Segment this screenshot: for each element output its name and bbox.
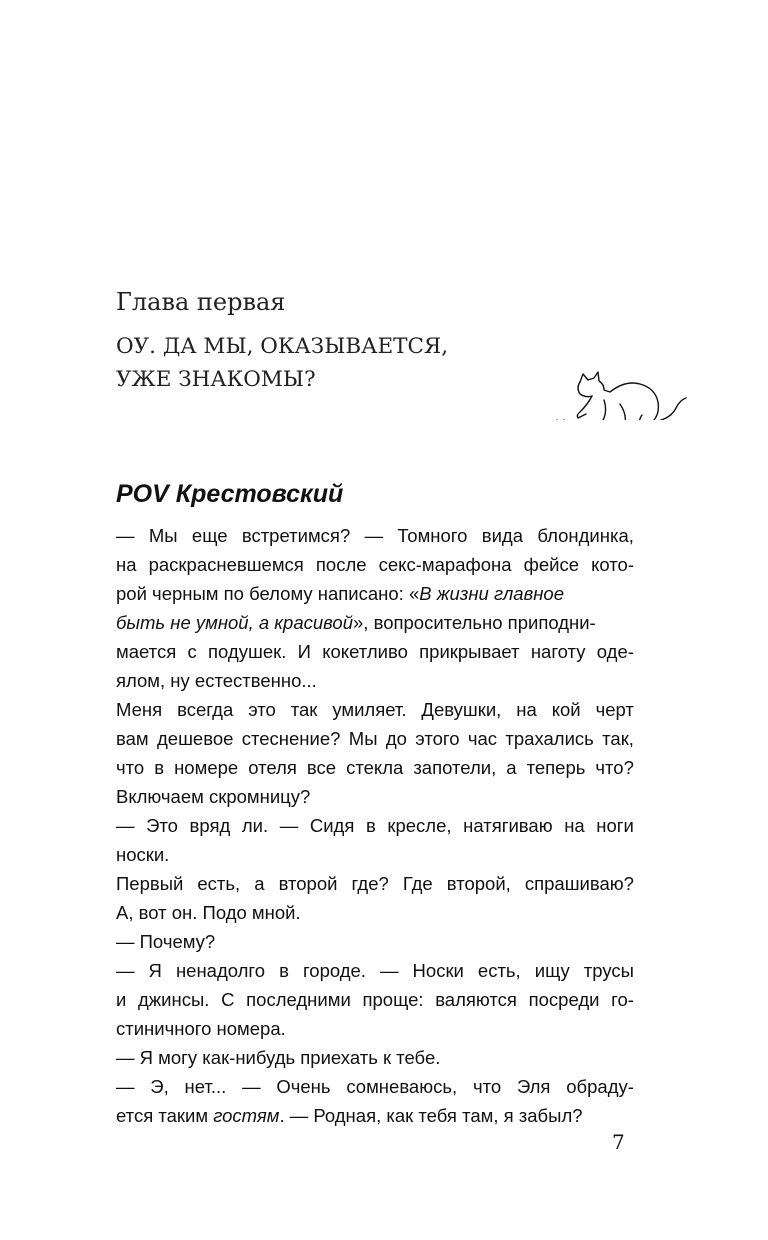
word: Это bbox=[146, 815, 178, 836]
word: прикрывает bbox=[419, 641, 520, 662]
word: подушек. bbox=[208, 641, 287, 662]
word: в bbox=[365, 815, 376, 836]
word: стеснение? bbox=[241, 728, 341, 749]
word: ноги bbox=[596, 815, 634, 836]
word: встретимся? bbox=[241, 525, 351, 546]
text-line bbox=[116, 608, 634, 637]
text-line bbox=[116, 695, 634, 724]
text-line bbox=[116, 985, 634, 1014]
word: — bbox=[116, 525, 135, 546]
word: Первый bbox=[116, 873, 184, 894]
word: — bbox=[380, 960, 399, 981]
word: секс-марафона bbox=[378, 554, 512, 575]
word: Меня bbox=[116, 699, 163, 720]
word: С bbox=[221, 989, 235, 1010]
word: валяются bbox=[435, 989, 517, 1010]
word: блондинка, bbox=[537, 525, 634, 546]
page-number: 7 bbox=[612, 1130, 625, 1154]
word: вида bbox=[481, 525, 524, 546]
word: еще bbox=[191, 525, 228, 546]
word: Мы bbox=[348, 728, 378, 749]
word: проще: bbox=[362, 989, 424, 1010]
cat-with-mouse-icon bbox=[550, 372, 686, 420]
text-span: ется таким bbox=[116, 1105, 214, 1126]
text-line bbox=[116, 869, 634, 898]
word: всегда bbox=[177, 699, 234, 720]
word: ненадолго bbox=[175, 960, 266, 981]
word: мается bbox=[116, 641, 177, 662]
word: есть, bbox=[477, 960, 521, 981]
word: так, bbox=[602, 728, 634, 749]
word: до bbox=[385, 728, 407, 749]
word: Очень bbox=[276, 1076, 331, 1097]
word: Я bbox=[148, 960, 162, 981]
word: с bbox=[187, 641, 197, 662]
text-span: ялом, ну естественно... bbox=[116, 670, 317, 691]
text-line bbox=[116, 898, 634, 927]
chapter-divider bbox=[80, 340, 768, 420]
text-span: — Почему? bbox=[116, 931, 216, 952]
word: — bbox=[116, 960, 135, 981]
text-span: рой черным по белому написано: « bbox=[116, 583, 420, 604]
text-span: носки. bbox=[116, 844, 170, 865]
word: в bbox=[279, 960, 289, 981]
word: ли. bbox=[241, 815, 269, 836]
text-line bbox=[116, 840, 634, 869]
text-span: . — Родная, как тебя там, я забыл? bbox=[279, 1105, 583, 1126]
word: после bbox=[315, 554, 367, 575]
word: кото- bbox=[591, 554, 634, 575]
word: запотели, bbox=[413, 757, 497, 778]
word: нет... bbox=[184, 1076, 227, 1097]
chapter-label: Глава первая bbox=[116, 288, 286, 316]
word: фейсе bbox=[523, 554, 579, 575]
word: Носки bbox=[412, 960, 464, 981]
word: кресле, bbox=[387, 815, 452, 836]
word: второй, bbox=[446, 873, 511, 894]
word: — bbox=[242, 1076, 261, 1097]
word: — bbox=[364, 525, 384, 546]
word: на bbox=[564, 815, 585, 836]
word: а bbox=[254, 873, 265, 894]
text-line bbox=[116, 724, 634, 753]
word: оде- bbox=[596, 641, 634, 662]
word: натягиваю bbox=[463, 815, 553, 836]
text-line bbox=[116, 637, 634, 666]
word: Томного bbox=[397, 525, 468, 546]
word: Девушки, bbox=[421, 699, 502, 720]
italic-span: гостям bbox=[213, 1105, 280, 1126]
word: второй bbox=[278, 873, 338, 894]
chapter-title-line-1: ОУ. ДА МЫ, ОКАЗЫВАЕТСЯ, bbox=[116, 334, 449, 359]
word: что? bbox=[595, 757, 634, 778]
text-span: — Я могу как-нибудь приехать к тебе. bbox=[116, 1047, 441, 1068]
word: вряд bbox=[189, 815, 231, 836]
word: так bbox=[290, 699, 318, 720]
word: трахались bbox=[505, 728, 594, 749]
word: где? bbox=[351, 873, 389, 894]
word: есть, bbox=[197, 873, 241, 894]
text-span: », вопросительно приподни- bbox=[353, 612, 596, 633]
word: на bbox=[516, 699, 537, 720]
word: на bbox=[116, 554, 137, 575]
word: Мы bbox=[148, 525, 178, 546]
text-line bbox=[116, 550, 634, 579]
word: И bbox=[297, 641, 311, 662]
word: номере bbox=[174, 757, 239, 778]
word: отеля bbox=[248, 757, 297, 778]
word: спрашиваю? bbox=[524, 873, 634, 894]
word: умиляет. bbox=[332, 699, 407, 720]
text-line bbox=[116, 521, 634, 550]
word: кой bbox=[551, 699, 581, 720]
word: джинсы. bbox=[138, 989, 210, 1010]
word: — bbox=[116, 815, 135, 836]
word: вам bbox=[116, 728, 149, 749]
word: что bbox=[116, 757, 145, 778]
word: ищу bbox=[534, 960, 570, 981]
word: Где bbox=[402, 873, 433, 894]
text-line bbox=[116, 811, 634, 840]
word: этого bbox=[415, 728, 460, 749]
word: го- bbox=[611, 989, 634, 1010]
word: раскрасневшемся bbox=[148, 554, 304, 575]
word: в bbox=[154, 757, 165, 778]
word: сомневаюсь, bbox=[346, 1076, 458, 1097]
text-span: А, вот он. Подо мной. bbox=[116, 902, 301, 923]
text-line bbox=[116, 666, 634, 695]
text-line bbox=[116, 1043, 634, 1072]
word: час bbox=[467, 728, 498, 749]
body-text bbox=[116, 521, 634, 1130]
word: а bbox=[506, 757, 517, 778]
word: Э, bbox=[150, 1076, 169, 1097]
word: городе. bbox=[302, 960, 366, 981]
word: все bbox=[306, 757, 337, 778]
word: это bbox=[248, 699, 276, 720]
word: кокетливо bbox=[322, 641, 408, 662]
text-line bbox=[116, 782, 634, 811]
word: дешевое bbox=[156, 728, 234, 749]
word: Сидя bbox=[309, 815, 355, 836]
text-span: стиничного номера. bbox=[116, 1018, 286, 1039]
text-line bbox=[116, 927, 634, 956]
word: что bbox=[472, 1076, 502, 1097]
word: — bbox=[279, 815, 299, 836]
chapter-title-line-2: УЖЕ ЗНАКОМЫ? bbox=[116, 367, 316, 392]
text-line bbox=[116, 1014, 634, 1043]
word: последними bbox=[246, 989, 351, 1010]
word: теперь bbox=[526, 757, 586, 778]
text-line bbox=[116, 956, 634, 985]
word: черт bbox=[595, 699, 634, 720]
text-span: Включаем скромницу? bbox=[116, 786, 311, 807]
word: — bbox=[116, 1076, 135, 1097]
word: трусы bbox=[583, 960, 634, 981]
italic-span: быть не умной, а красивой bbox=[116, 612, 353, 633]
text-line bbox=[116, 1101, 634, 1130]
word: посреди bbox=[528, 989, 600, 1010]
word: наготу bbox=[530, 641, 586, 662]
word: и bbox=[116, 989, 127, 1010]
text-line bbox=[116, 753, 634, 782]
word: Эля bbox=[516, 1076, 551, 1097]
word: обраду- bbox=[566, 1076, 634, 1097]
section-heading: POV Крестовский bbox=[116, 480, 344, 508]
italic-span: В жизни главное bbox=[419, 583, 564, 604]
text-line bbox=[116, 1072, 634, 1101]
text-line bbox=[116, 579, 634, 608]
word: стекла bbox=[346, 757, 404, 778]
